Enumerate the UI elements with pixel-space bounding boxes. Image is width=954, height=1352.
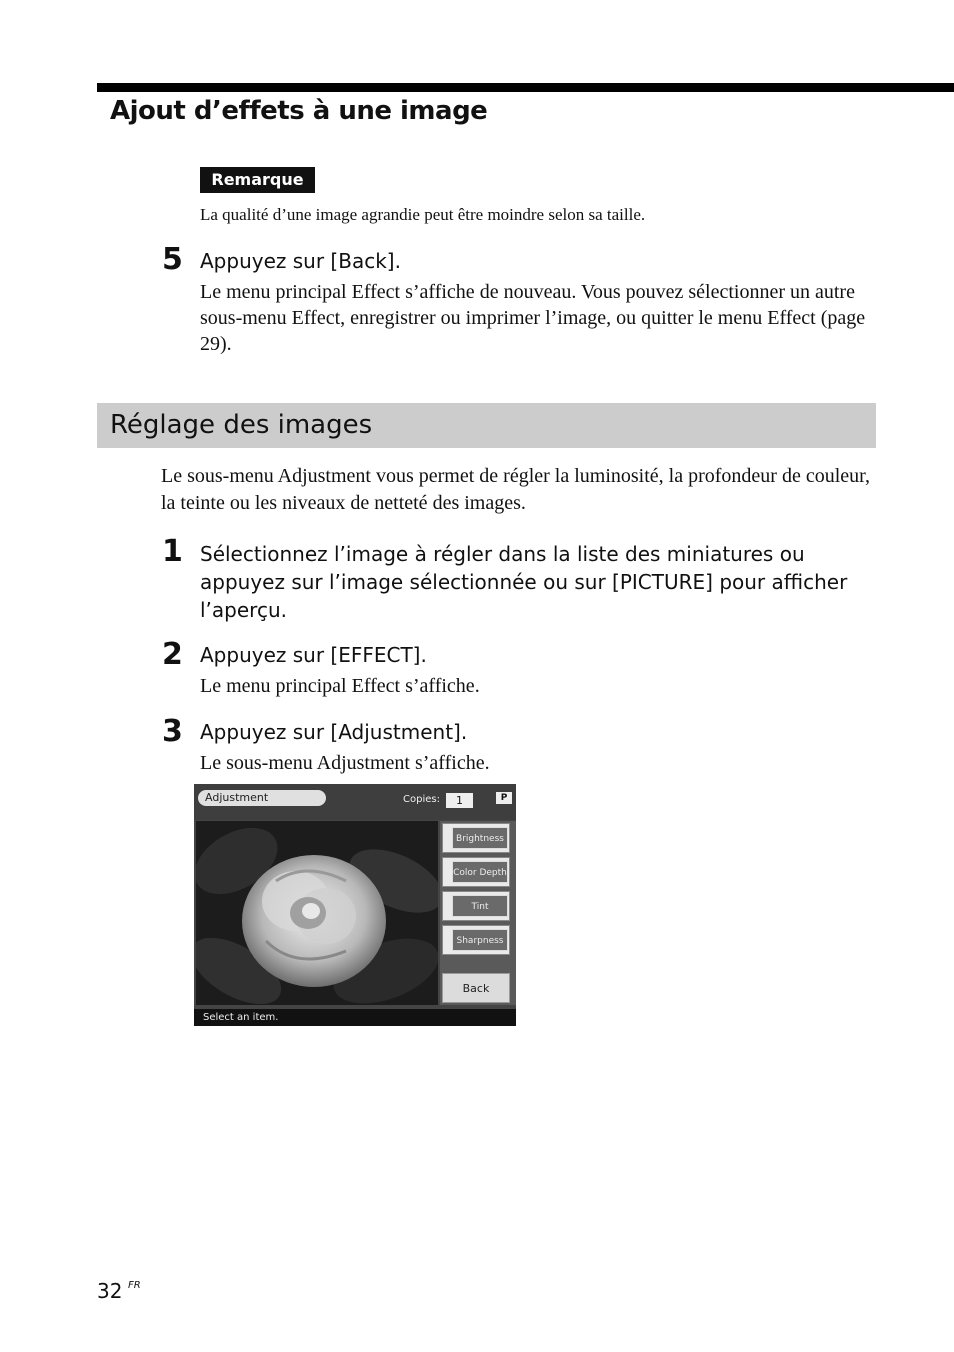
sharpness-button[interactable]: Sharpness (442, 925, 510, 955)
note-text: La qualité d’une image agrandie peut être moindre selon sa taille. (200, 205, 646, 224)
step-number: 1 (162, 534, 183, 569)
back-button[interactable]: Back (442, 973, 510, 1003)
p-badge: P (496, 792, 512, 804)
section-heading-adjust: Réglage des images (110, 410, 373, 440)
copies-label: Copies: (403, 794, 440, 805)
step-number: 3 (162, 714, 183, 749)
page-number: 32 (97, 1279, 123, 1303)
top-rule (97, 83, 954, 92)
intro-paragraph: Le sous-menu Adjustment vous permet de régler la luminosité, la profondeur de couleur, la teinte ou les niveaux de netteté des images. (161, 465, 871, 514)
step-title: Appuyez sur [Back]. (200, 249, 401, 273)
step-title: Sélectionnez l’image à régler dans la liste des miniatures ou appuyez sur l’image sélectionnée ou sur [PICTURE] pour afficher l’aperçu. (200, 542, 848, 622)
device-screenshot (194, 784, 516, 1026)
step-title: Appuyez sur [EFFECT]. (200, 643, 427, 667)
section-heading-effects: Ajout d’effets à une image (110, 96, 488, 126)
camellia-flower-image (196, 821, 438, 1005)
screen-title: Adjustment (198, 790, 326, 806)
color-depth-button[interactable]: Color Depth (442, 857, 510, 887)
step-number: 5 (162, 242, 183, 277)
brightness-button[interactable]: Brightness (442, 823, 510, 853)
photo-preview (196, 821, 438, 1005)
step-body: Le menu principal Effect s’affiche. (200, 675, 480, 697)
note-label: Remarque (200, 167, 315, 193)
copies-value[interactable]: 1 (446, 793, 473, 808)
step-number: 2 (162, 637, 183, 672)
status-bar: Select an item. (194, 1009, 516, 1026)
page-language: FR (128, 1280, 141, 1291)
step-title: Appuyez sur [Adjustment]. (200, 720, 468, 744)
step-body: Le menu principal Effect s’affiche de nouveau. Vous pouvez sélectionner un autre sous-menu Effect, enregistrer ou imprimer l’image, ou quitter le menu Effect (page 29). (200, 281, 866, 355)
tint-button[interactable]: Tint (442, 891, 510, 921)
step-body: Le sous-menu Adjustment s’affiche. (200, 752, 490, 774)
button-panel (440, 821, 516, 1005)
